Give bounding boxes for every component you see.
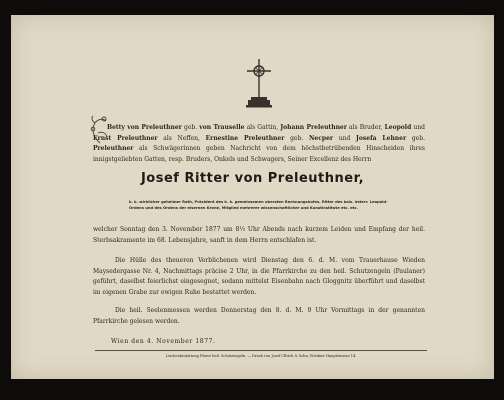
footer-divider [95, 350, 427, 351]
intro-name-segment: Preleuthner [93, 145, 134, 152]
intro-name-segment: Leopold [384, 124, 412, 131]
funeral-details: Die Hülle des theueren Verblichenen wird Dienstag den 6. d. M. vom Trauerhause Wieden Maysedergasse Nr. 4, Nachmittags präcise 2 Uhr, in die Pfarrkirche zu den heil. Schutzengeln (Paulaner) geführt, daselbst feierlichst eingesegnet, sodann mittelst Eisenbahn nach Gloggnitz überführt und daselbst im eigenen Grabe zur ewigen Ruhe bestattet werden. [93, 257, 425, 296]
cross-icon [242, 57, 276, 109]
death-notice: welcher Sonntag den 3. November 1877 um 8½ Uhr Abends nach kurzem Leiden und Empfang der heil. Sterbsakramente im 68. Lebensjahre, sanft in dem Herrn entschlafen ist. [93, 226, 425, 244]
intro-name-segment: Betty von Preleuthner [107, 124, 182, 131]
memorial-mass-details: Die heil. Seelenmessen werden Donnerstag den 8. d. M. 9 Uhr Vormittags in der genannten Pfarrkirche gelesen werden. [93, 307, 425, 325]
intro-name-segment: von Trauselle [199, 124, 245, 131]
deceased-name: Josef Ritter von Preleuthner, [140, 171, 365, 186]
announcement-intro [93, 123, 425, 165]
intro-name-segment: Ernestine Preleuthner [205, 134, 285, 142]
intro-name-segment: Ernst Preleuthner [93, 134, 158, 142]
place-and-date: Wien den 4. November 1877. [111, 338, 216, 345]
intro-text-segment: und [411, 124, 425, 131]
intro-text-segment: als Neffen, [157, 134, 206, 142]
obituary-sheet [11, 15, 494, 379]
intro-text-segment: geb. [181, 124, 200, 131]
intro-text-segment: geb. [284, 134, 309, 142]
intro-text-segment: als Gattin, [244, 124, 281, 131]
intro-name-segment: Johann Preleuthner [280, 124, 347, 131]
intro-text-segment: als Schwägerinnen geben Nachricht von dem höchstbetrübenden Hinscheiden ihres innigstgeliebten Gatten, resp. Bruders, Onkels und Schwagers, Seiner Excellenz des Herrn [93, 145, 425, 163]
deceased-titles: k. k. wirklicher geheimer Rath, Präsident des k. k. gemeinsamen obersten Rechnungshofes, Ritter des kais. österr. Leopold-Ordens und des Ordens der eisernen Krone, Mitglied mehrerer wissenschaftlicher und Kunstinstitute etc. etc. [129, 200, 388, 211]
intro-name-segment: Josefa Lehner [356, 134, 407, 142]
intro-text-segment: geb. [406, 134, 425, 142]
intro-text-segment: und [333, 134, 357, 142]
intro-text-segment: als Bruder, [346, 124, 385, 131]
printer-footer: Leichenbestattung Pfarre heil. Schutzengeln. — Druck von Josef Ullrich & Sohn, Wiedner Hauptstrasse 14. [165, 354, 357, 358]
intro-name-segment: Necper [308, 134, 334, 142]
